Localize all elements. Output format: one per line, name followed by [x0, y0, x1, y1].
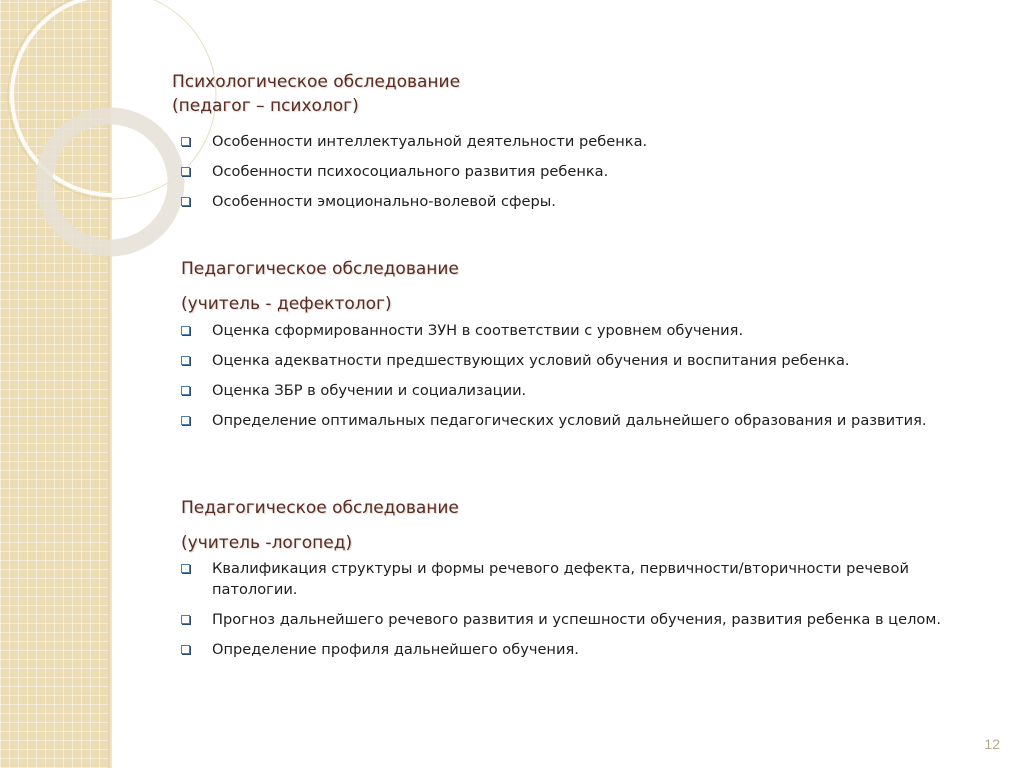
- section-3-title-line1: Педагогическое обследование: [181, 498, 459, 518]
- list-item: [181, 639, 981, 660]
- hollow-square-bullet-icon: [181, 167, 190, 176]
- section-3-title: [181, 491, 459, 561]
- list-item: [181, 350, 981, 371]
- list-item: [181, 161, 981, 182]
- hollow-square-bullet-icon: [181, 326, 190, 335]
- list-item: [181, 191, 981, 212]
- hollow-square-bullet-icon: [181, 564, 190, 573]
- slide-page-number: 12: [984, 736, 1000, 752]
- section-2-title-line2: (учитель - дефектолог): [181, 294, 392, 314]
- section-1-title-line2: (педагог – психолог): [172, 96, 359, 116]
- list-item-text: Определение профиля дальнейшего обучения.: [212, 641, 579, 658]
- section-1-title-line1: Психологическое обследование: [172, 72, 461, 92]
- section-3-list: [181, 558, 981, 660]
- list-item: [181, 131, 981, 152]
- section-1-title: [172, 70, 460, 118]
- list-item: [181, 558, 981, 600]
- list-item: [181, 609, 981, 630]
- list-item-text: Оценка адекватности предшествующих условий обучения и воспитания ребенка.: [212, 352, 850, 369]
- list-item-text: Оценка сформированности ЗУН в соответствии с уровнем обучения.: [212, 322, 744, 339]
- section-2-list: [181, 320, 981, 431]
- list-item: [181, 410, 981, 431]
- section-3-title-line2: (учитель -логопед): [181, 533, 353, 553]
- hollow-square-bullet-icon: [181, 356, 190, 365]
- hollow-square-bullet-icon: [181, 615, 190, 624]
- list-item: [181, 320, 981, 341]
- list-item: [181, 380, 981, 401]
- list-item-text: Особенности эмоционально-волевой сферы.: [212, 193, 556, 210]
- section-2-title: [181, 252, 459, 322]
- list-item-text: Прогноз дальнейшего речевого развития и успешности обучения, развития ребенка в целом.: [212, 611, 941, 628]
- hollow-square-bullet-icon: [181, 137, 190, 146]
- section-1-list: [181, 131, 981, 212]
- list-item-text: Особенности интеллектуальной деятельности ребенка.: [212, 133, 648, 150]
- hollow-square-bullet-icon: [181, 197, 190, 206]
- list-item-text: Определение оптимальных педагогических условий дальнейшего образования и развития.: [212, 412, 927, 429]
- list-item-text: Квалификация структуры и формы речевого дефекта, первичности/вторичности речевой патологии.: [212, 560, 909, 598]
- hollow-square-bullet-icon: [181, 416, 190, 425]
- hollow-square-bullet-icon: [181, 645, 190, 654]
- list-item-text: Особенности психосоциального развития ребенка.: [212, 163, 609, 180]
- hollow-square-bullet-icon: [181, 386, 190, 395]
- list-item-text: Оценка ЗБР в обучении и социализации.: [212, 382, 527, 399]
- section-2-title-line1: Педагогическое обследование: [181, 259, 459, 279]
